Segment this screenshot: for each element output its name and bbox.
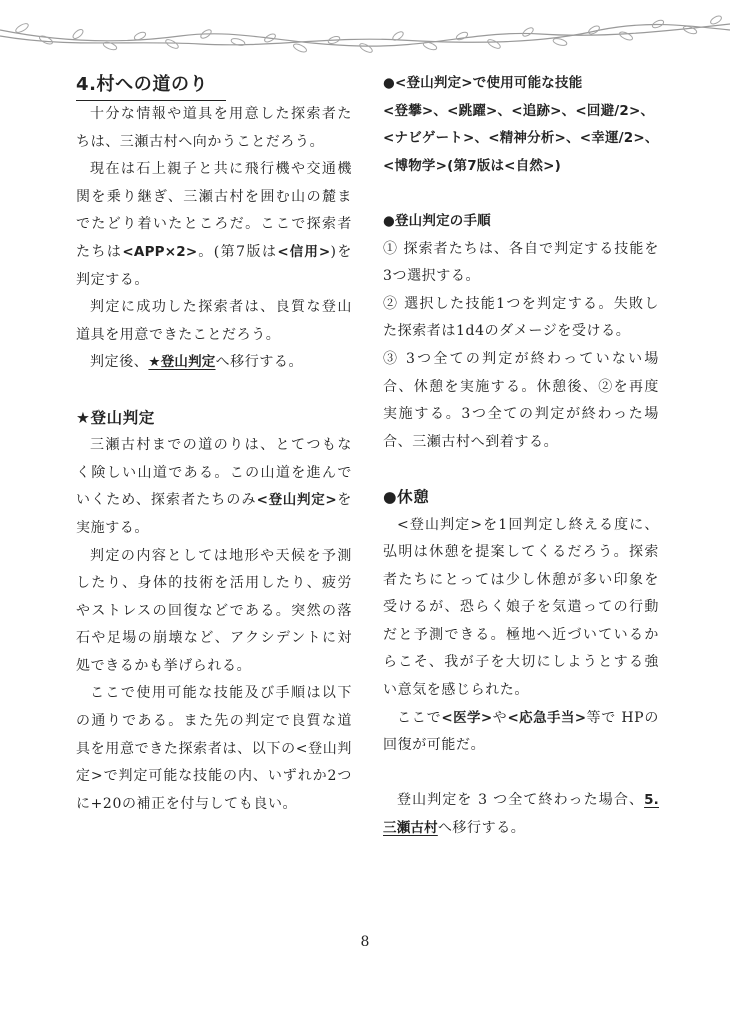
chapter-title: 4.村への道のり <box>76 70 226 101</box>
skill-climbing-check: <登山判定> <box>256 492 337 509</box>
usable-skills-line-2: <ナビゲート>、<精神分析>、<幸運/2>、 <box>383 130 659 147</box>
procedure-step-1: ① 探索者たちは、各自で判定する技能を3つ選択する。 <box>383 240 659 285</box>
intro-paragraph-2: 現在は石上親子と共に飛行機や交通機関を乗り継ぎ、三瀬古村を囲む山の麓までたどり着いたところだ。ここで探索者たちは<APP×2>。(第7版は<信用>)を判定する。 <box>76 161 352 288</box>
climbing-check-link[interactable]: ★登山判定 <box>148 354 216 371</box>
procedure-step-2: ② 選択した技能1つを判定する。失敗した探索者は1d4のダメージを受ける。 <box>383 295 659 340</box>
procedure-step-3: ③ 3つ全ての判定が終わっていない場合、休憩を実施する。休憩後、②を再度実施する。3つ全ての判定が終わった場合、三瀬古村へ到着する。 <box>383 350 659 450</box>
procedure-heading: ●登山判定の手順 <box>383 212 491 229</box>
left-column <box>76 70 352 818</box>
skill-medicine: <医学> <box>441 709 493 726</box>
intro-paragraph-1: 十分な情報や道具を用意した探索者たちは、三瀬古村へ向かうことだろう。 <box>76 106 352 150</box>
rest-paragraph-1: <登山判定>を1回判定し終える度に、弘明は休憩を提案してくるだろう。探索者たちにとっては少し休憩が多い印象を受けるが、恐らく娘子を気遣っての行動だと予測できる。極地へ近づいているからこそ、我が子を大切にしようとする強い意気を感じられた。 <box>383 516 659 699</box>
right-column <box>383 70 659 843</box>
usable-skills-heading: ●<登山判定>で使用可能な技能 <box>383 75 583 91</box>
usable-skills-line-1: <登攀>、<跳躍>、<追跡>、<回避/2>、 <box>383 102 655 119</box>
intro-paragraph-3: 判定に成功した探索者は、良質な登山道具を用意できたことだろう。 <box>76 299 352 343</box>
section-paragraph-3: ここで使用可能な技能及び手順は以下の通りである。また先の判定で良質な道具を用意できた探索者は、以下の<登山判定>で判定可能な技能の内、いずれか2つに+20の補正を付与しても良い。 <box>76 685 352 812</box>
skill-credit: <信用> <box>277 243 331 260</box>
climbing-check-heading: ★登山判定 <box>76 408 155 427</box>
skill-app: <APP×2> <box>122 243 198 260</box>
usable-skills-line-3: <博物学>(第7版は<自然>) <box>383 157 561 174</box>
vine-garland-icon <box>0 0 730 60</box>
skill-first-aid: <応急手当> <box>507 709 587 726</box>
section-paragraph-2: 判定の内容としては地形や天候を予測したり、身体的技術を活用したり、疲労やストレスの回復などである。突然の落石や足場の崩壊など、アクシデントに対処できるかも挙げられる。 <box>76 547 352 674</box>
next-chapter-link[interactable]: 5.三瀬古村 <box>383 792 659 837</box>
final-paragraph: 登山判定を 3 つ全て終わった場合、5.三瀬古村へ移行する。 <box>383 792 659 837</box>
intro-paragraph-4: 判定後、★登山判定へ移行する。 <box>90 354 304 371</box>
section-paragraph-1: 三瀬古村までの道のりは、とてつもなく険しい山道である。この山道を進んでいくため、探索者たちのみ<登山判定>を実施する。 <box>76 437 353 536</box>
page-number: 8 <box>360 934 370 950</box>
rest-heading: ●休憩 <box>383 487 430 506</box>
rest-paragraph-2: ここで<医学>や<応急手当>等で HPの回復が可能だ。 <box>383 709 659 754</box>
